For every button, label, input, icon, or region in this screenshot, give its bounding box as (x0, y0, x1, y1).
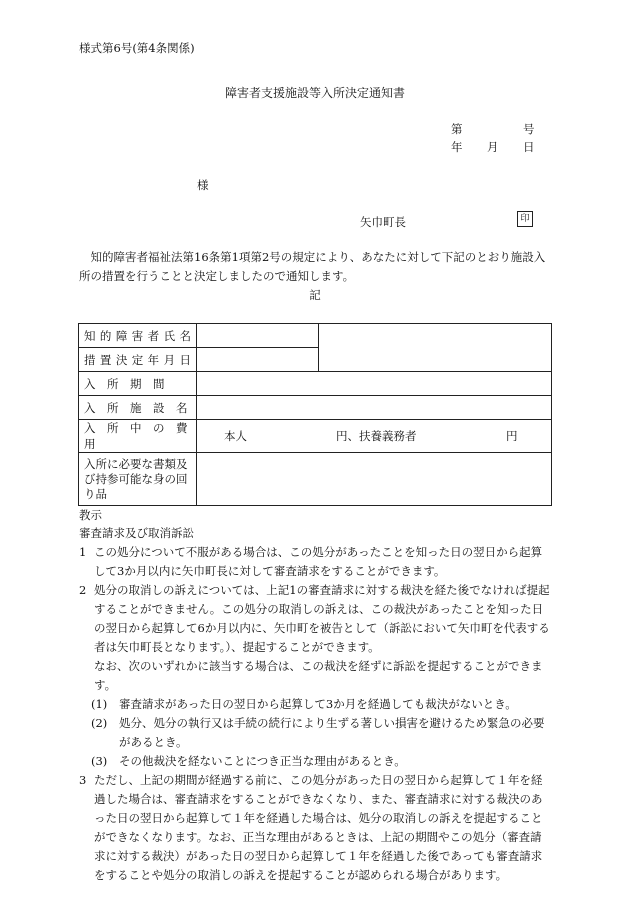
date-year-label: 年 (451, 140, 463, 154)
seal-mark (517, 211, 533, 227)
list-item (79, 695, 553, 714)
ki-heading: 記 (309, 288, 321, 302)
cost-honnin: 本人 (224, 429, 247, 443)
table-cell-facility (197, 396, 552, 420)
list-item (79, 581, 553, 657)
notice-subheading: 審査請求及び取消訴訟 (79, 526, 194, 540)
document-title: 障害者支援施設等入所決定通知書 (224, 86, 405, 100)
table-cell-cost (197, 420, 552, 453)
table-cell-name (197, 324, 319, 348)
sub-item-number: (2) (91, 716, 108, 730)
item-text: ただし、上記の期間が経過する前に、この処分があった日の翌日から起算して１年を経過した場合は、審査請求をすることができなくなり、また、審査請求に対する裁決のあった日の翌日から起算して１年を経過した場合は、処分の取消しの訴えを提起することができなくなります。なお、正当な理由があるときは、上記の期間やこの処分（審査請求に対する裁決）があった日の翌日から起算して１年を経過した後であっても審査請求をすることや処分の取消しの訴えを提起することが認められる場合があります。 (94, 773, 543, 882)
table-label-name: 知的障害者氏名 (79, 324, 197, 348)
sub-item-text: その他裁決を経ないことにつき正当な理由があるとき。 (119, 754, 406, 768)
item-continuation: なお、次のいずれかに該当する場合は、この裁決を経ずに訴訟を提起することができます。 (94, 659, 543, 692)
number-prefix: 第 (451, 122, 463, 136)
body-paragraph: 知的障害者福祉法第16条第1項第2号の規定により、あなたに対して下記のとおり施設入所の措置を行うことと決定しましたので通知します。 (79, 250, 546, 283)
table-cell-name-extra (319, 324, 552, 372)
list-item (79, 714, 553, 752)
table-row (79, 396, 552, 420)
addressee-suffix: 様 (197, 178, 209, 192)
table-label-items: 入所に必要な書類及び持参可能な身の回り品 (79, 453, 197, 506)
cost-fuyo: 円、扶養義務者 (336, 429, 417, 443)
item-text: 処分の取消しの訴えについては、上記1の審査請求に対する裁決を経た後でなければ提起することができません。この処分の取消しの訴えは、この裁決があったことを知った日の翌日から起算して6か月以内に、矢巾町を被告として（訴訟において矢巾町を代表する者は矢巾町長となります。）、提起することができます。 (94, 583, 550, 654)
table-row (79, 372, 552, 396)
table-label-decision-date: 措置決定年月日 (79, 348, 197, 372)
table-cell-decision-date (197, 348, 319, 372)
item-number: 3 (79, 773, 87, 787)
item-number: 2 (79, 583, 87, 597)
notice-list (79, 543, 553, 885)
issuer-name: 矢巾町長 (360, 215, 406, 229)
seal-text: 印 (520, 214, 530, 224)
list-item (79, 771, 553, 885)
form-number-label: 様式第6号(第4条関係) (79, 41, 195, 55)
list-item (79, 752, 553, 771)
sub-item-text: 処分、処分の執行又は手続の続行により生ずる著しい損害を避けるため緊急の必要があるとき。 (119, 716, 545, 749)
table-row (79, 453, 552, 506)
table-label-cost: 入 所 中 の 費 用 (79, 420, 197, 453)
item-text: この処分について不服がある場合は、この処分があったことを知った日の翌日から起算して3か月以内に矢巾町長に対して審査請求をすることができます。 (94, 545, 543, 578)
cost-en: 円 (506, 429, 518, 443)
date-day-label: 日 (523, 140, 535, 154)
item-number: 1 (79, 545, 87, 559)
sub-item-number: (1) (91, 697, 108, 711)
table-label-period: 入 所 期 間 (79, 372, 197, 396)
table-row (79, 324, 552, 348)
list-item (79, 543, 553, 581)
sub-item-number: (3) (91, 754, 108, 768)
number-suffix: 号 (523, 122, 535, 136)
notice-heading: 教示 (79, 508, 102, 522)
table-label-facility: 入 所 施 設 名 (79, 396, 197, 420)
table-cell-period (197, 372, 552, 396)
info-table (78, 323, 552, 506)
table-row (79, 420, 552, 453)
date-month-label: 月 (487, 140, 499, 154)
sub-item-text: 審査請求があった日の翌日から起算して3か月を経過しても裁決がないとき。 (119, 697, 517, 711)
table-cell-items (197, 453, 552, 506)
